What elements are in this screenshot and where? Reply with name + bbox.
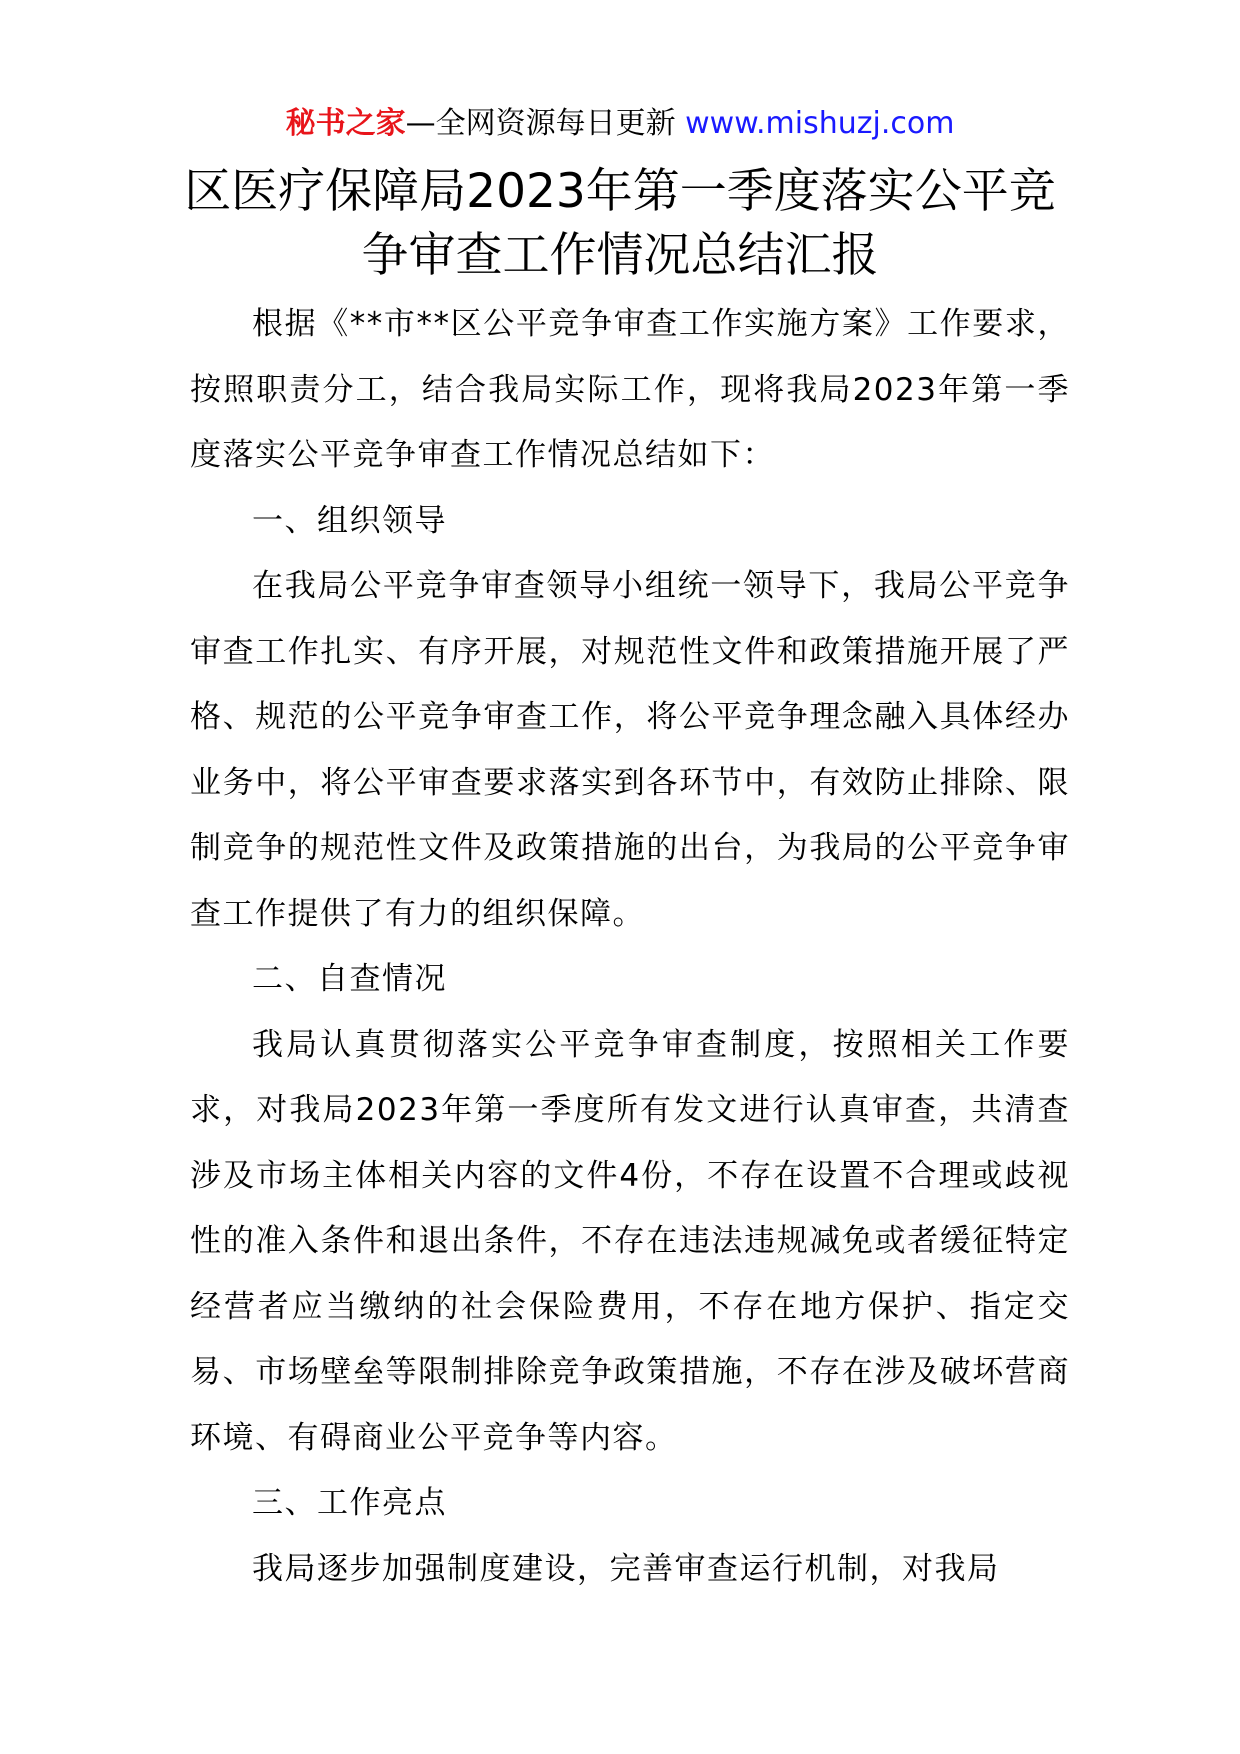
header-tagline: —全网资源每日更新 <box>405 106 676 141</box>
section-heading-self-inspection: 二、自查情况 <box>252 961 447 997</box>
document-title: 区医疗保障局2023年第一季度落实公平竞争审查工作情况总结汇报 <box>184 164 1056 283</box>
intro-paragraph: 根据《**市**区公平竞争审查工作实施方案》工作要求，按照职责分工，结合我局实际工作，现将我局2023年第一季度落实公平竞争审查工作情况总结如下： <box>190 306 1070 473</box>
brand-name: 秘书之家 <box>285 106 406 141</box>
organization-paragraph: 在我局公平竞争审查领导小组统一领导下，我局公平竞争审查工作扎实、有序开展，对规范性文件和政策措施开展了严格、规范的公平竞争审查工作，将公平竞争理念融入具体经办业务中，将公平审查要求落实到各环节中，有效防止排除、限制竞争的规范性文件及政策措施的出台，为我局的公平竞争审查工作提供了有力的组织保障。 <box>190 568 1070 932</box>
highlights-paragraph: 我局逐步加强制度建设，完善审查运行机制，对我局 <box>252 1550 1000 1587</box>
section-heading-organization: 一、组织领导 <box>252 502 447 539</box>
section-heading-highlights: 三、工作亮点 <box>252 1485 447 1521</box>
site-url-link[interactable]: www.mishuzj.com <box>685 106 955 141</box>
site-header <box>0 102 1240 146</box>
document-body <box>190 292 1070 1602</box>
self-inspection-paragraph: 我局认真贯彻落实公平竞争审查制度，按照相关工作要求，对我局2023年第一季度所有发文进行认真审查，共清查涉及市场主体相关内容的文件4份，不存在设置不合理或歧视性的准入条件和退出条件，不存在违法违规减免或者缓征特定经营者应当缴纳的社会保险费用，不存在地方保护、指定交易、市场壁垒等限制排除竞争政策措施，不存在涉及破坏营商环境、有碍商业公平竞争等内容。 <box>190 1026 1070 1456</box>
